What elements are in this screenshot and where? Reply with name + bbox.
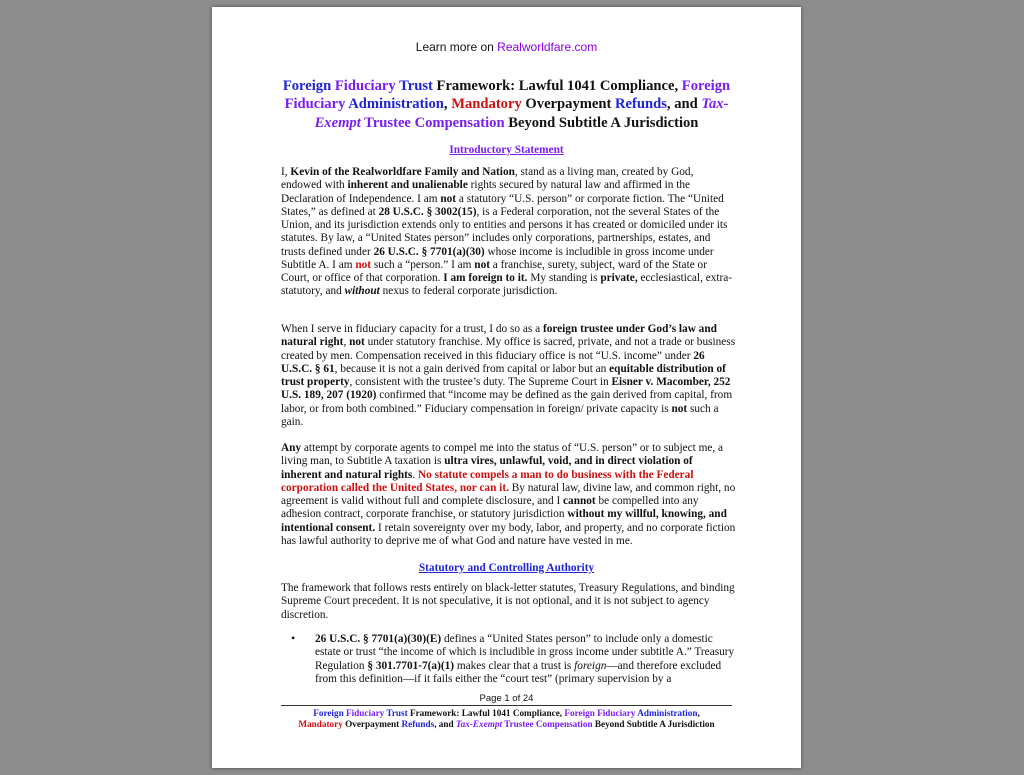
footer-title-word: , — [697, 708, 700, 718]
text: I retain sovereignty over my body, labor, and property, and no corporate fiction has lawful authority to deprive me of what God and nature have vested in me. — [281, 521, 736, 547]
text: No statute compels a man to do business with the Federal corporation called the United States, nor can it. — [281, 468, 694, 494]
text: , consistent with the trustee’s duty. The Supreme Court in — [349, 376, 612, 388]
text: attempt by corporate agents to compel me into the status of “U.S. person” or to subject me, a living man, to Subtitle A taxation is — [281, 442, 724, 468]
text: be compelled into any adhesion contract, corporate franchise, or statutory jurisdiction — [281, 495, 699, 521]
text: inherent and unalienable — [347, 179, 468, 192]
title-word: Trustee — [364, 114, 411, 131]
title-word: Foreign — [681, 78, 731, 94]
title-word: , — [443, 96, 448, 113]
footer-title-word: Mandatory — [298, 719, 343, 729]
text: 26 U.S.C. § 7701(a)(30) — [373, 245, 485, 258]
title-word: Trust — [399, 78, 433, 94]
title-word: Fiduciary — [284, 96, 346, 113]
text: ultra vires, unlawful, void, and in direct violation of inherent and natural rights — [281, 455, 693, 481]
text: , because it is not a gain derived from capital or labor but an — [334, 362, 610, 375]
statutory-heading: Statutory and Controlling Authority — [418, 562, 595, 574]
title-word: Tax-Exempt — [314, 96, 729, 131]
footer-title — [272, 708, 741, 730]
text: foreign trustee under God’s law and natural right — [281, 323, 717, 349]
text: without my willful, knowing, and intentional consent. — [281, 508, 727, 534]
title-word: Compensation — [414, 114, 505, 131]
footer-title-word: Compensation — [535, 719, 593, 729]
text: not — [355, 258, 372, 271]
text: such a gain. — [281, 402, 719, 428]
text: such a “person.” I am — [371, 258, 475, 271]
statutory-paragraph: The framework that follows rests entirely on black-letter statutes, Treasury Regulations, and binding Supreme Court precedent. It is not speculative, it is not optional, and it is not subject to agency discretion. — [281, 582, 735, 621]
intro-paragraph-1 — [281, 166, 736, 299]
text: My standing is — [527, 272, 601, 284]
text: without — [344, 285, 380, 298]
footer-title-word: Beyond Subtitle A Jurisdiction — [594, 719, 715, 729]
text: ecclesiastical, extra-statutory, and — [281, 272, 733, 298]
text: When I serve in fiduciary capacity for a trust, I do so as a — [281, 323, 543, 335]
footer-title-word: Fiduciary — [345, 708, 385, 718]
text: not — [440, 192, 457, 205]
text: cannot — [563, 495, 596, 507]
text: foreign — [574, 659, 607, 672]
intro-heading: Introductory Statement — [449, 144, 564, 156]
text: rights secured by natural law and affirmed in the Declaration of Independence. I am — [281, 179, 691, 205]
title-word: Administration — [348, 96, 444, 113]
text: under statutory franchise. My office is sacred, private, and not a trade or business created by men. Compensation received in this fiduciary office is not “U.S. income” under — [281, 336, 736, 362]
text: —and therefore excluded from this definition—if it fails either the “court test” (primary supervision by a — [315, 659, 722, 685]
title-word: , and — [666, 96, 698, 113]
text: . — [412, 468, 418, 481]
footer-title-word: Trust — [386, 708, 408, 718]
title-word: Mandatory — [451, 96, 522, 113]
header-link[interactable]: Realworldfare.com — [497, 40, 598, 54]
footer-title-word: Administration — [637, 708, 698, 718]
document-page — [212, 7, 801, 768]
title-word: Fiduciary — [334, 78, 396, 94]
page-number: Page 1 of 24 — [479, 693, 534, 704]
intro-paragraph-3 — [281, 442, 736, 548]
text: whose income is includible in gross income under Subtitle A. I am — [281, 245, 714, 271]
document-title — [272, 77, 741, 132]
footer-title-word: Refunds — [401, 719, 435, 729]
bullet-item-1 — [315, 633, 735, 686]
text: Kevin of the Realworldfare Family and Nation — [290, 166, 515, 178]
title-word: Refunds — [615, 96, 667, 113]
title-word: Framework: Lawful 1041 Compliance, — [436, 78, 679, 94]
text: 26 U.S.C. § 7701(a)(30)(E) — [315, 633, 442, 645]
text: a franchise, surety, subject, ward of the State or Court, or office of that corporation. — [281, 258, 707, 284]
text: 28 U.S.C. § 3002(15) — [378, 205, 477, 218]
footer-title-word: Trustee — [504, 719, 534, 729]
text: , stand as a living man, created by God, endowed with — [281, 166, 694, 192]
title-word: Overpayment — [525, 96, 612, 113]
text: § 301.7701-7(a)(1) — [367, 659, 454, 672]
footer-title-word: Framework: Lawful 1041 Compliance, — [409, 708, 563, 718]
footer-title-word: Fiduciary — [597, 708, 636, 718]
footer-divider — [281, 705, 732, 706]
text: , is a Federal corporation, not the several States of the Union, and its jurisdiction extends only to entities and persons it has created or domiciled under its statutes. By law, a “United States person” includes only corporations, partnerships, estates, and trusts defined under — [281, 205, 728, 258]
text: makes clear that a trust is — [454, 659, 575, 672]
text: a statutory “U.S. person” or corporate fiction. The “United States,” as defined at — [281, 192, 724, 218]
bullet-marker: • — [291, 631, 296, 645]
text: nexus to federal corporate jurisdiction. — [379, 285, 558, 298]
text: , — [343, 336, 350, 349]
title-word: Beyond Subtitle A Jurisdiction — [508, 114, 699, 131]
text: Eisner v. Macomber, 252 U.S. 189, 207 (1920) — [281, 376, 731, 402]
footer-title-word: Foreign — [564, 708, 595, 718]
text: equitable distribution of trust property — [281, 362, 726, 388]
page-header — [212, 40, 801, 54]
footer-title-word: Overpayment — [345, 719, 400, 729]
intro-paragraph-2 — [281, 323, 736, 429]
text: defines a “United States person” to include only a domestic estate or trust “the income of which is includible in gross income under subtitle A.” Treasury Regulation — [315, 633, 735, 672]
text: 26 U.S.C. § 61 — [281, 349, 705, 375]
text: private, — [600, 272, 638, 284]
text: not — [671, 402, 688, 415]
text: not — [349, 336, 365, 349]
text: I, — [281, 166, 291, 178]
text: Any — [281, 442, 302, 454]
text: I am foreign to it. — [443, 272, 528, 284]
header-prefix: Learn more on — [415, 40, 498, 54]
text: By natural law, divine law, and common right, no agreement is valid without full and complete disclosure, and I — [281, 481, 736, 507]
footer-title-word: Tax-Exempt — [455, 719, 503, 729]
text: confirmed that “income may be defined as the gain derived from capital, from labor, or from both combined.” Fiduciary compensation in foreign/ private capacity is — [281, 389, 733, 415]
title-word: Foreign — [282, 78, 332, 94]
text: not — [474, 258, 490, 271]
footer-title-word: , and — [434, 719, 454, 729]
footer-title-word: Foreign — [313, 708, 344, 718]
